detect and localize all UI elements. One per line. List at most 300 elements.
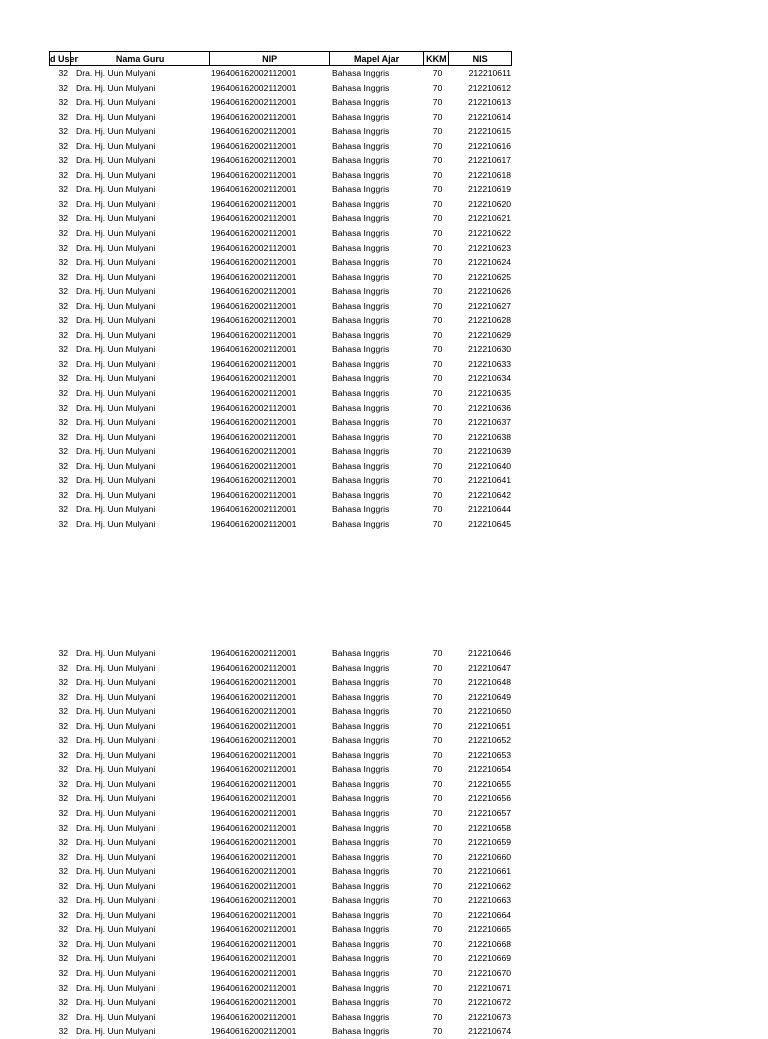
cell-kkm[interactable]: 70 [432,837,443,848]
cell-nip[interactable]: 196406162002112001 [211,271,297,282]
cell-nis[interactable]: 212210623 [467,242,511,253]
cell-nip[interactable]: 196406162002112001 [211,720,297,731]
cell-mapel-ajar[interactable]: Bahasa Inggris [332,417,390,428]
cell-mapel-ajar[interactable]: Bahasa Inggris [332,968,390,979]
cell-id-user[interactable]: 32 [58,489,68,500]
cell-mapel-ajar[interactable]: Bahasa Inggris [332,1011,390,1022]
cell-kkm[interactable]: 70 [432,82,443,93]
table-row[interactable] [49,241,512,256]
cell-nis[interactable]: 212210644 [467,504,511,515]
table-row[interactable] [49,284,512,299]
cell-id-user[interactable]: 32 [58,691,68,702]
cell-nama-guru[interactable]: Dra. Hj. Uun Mulyani [76,257,156,268]
cell-id-user[interactable]: 32 [58,169,68,180]
cell-mapel-ajar[interactable]: Bahasa Inggris [332,140,390,151]
cell-nama-guru[interactable]: Dra. Hj. Uun Mulyani [76,764,156,775]
cell-nama-guru[interactable]: Dra. Hj. Uun Mulyani [76,460,156,471]
cell-kkm[interactable]: 70 [432,155,443,166]
cell-nip[interactable]: 196406162002112001 [211,691,297,702]
cell-mapel-ajar[interactable]: Bahasa Inggris [332,228,390,239]
table-row[interactable] [49,182,512,197]
cell-mapel-ajar[interactable]: Bahasa Inggris [332,460,390,471]
cell-nama-guru[interactable]: Dra. Hj. Uun Mulyani [76,184,156,195]
table-row[interactable] [49,646,512,661]
table-row[interactable] [49,981,512,996]
table-row[interactable] [49,401,512,416]
cell-nip[interactable]: 196406162002112001 [211,648,297,658]
cell-nis[interactable]: 212210619 [467,184,511,195]
cell-nip[interactable]: 196406162002112001 [211,953,297,964]
cell-kkm[interactable]: 70 [432,358,443,369]
cell-nis[interactable]: 212210638 [467,431,511,442]
cell-id-user[interactable]: 32 [58,300,68,311]
cell-id-user[interactable]: 32 [58,68,68,78]
cell-id-user[interactable]: 32 [58,793,68,804]
cell-kkm[interactable]: 70 [432,895,443,906]
cell-nis[interactable]: 212210637 [467,417,511,428]
cell-kkm[interactable]: 70 [432,677,443,688]
cell-nama-guru[interactable]: Dra. Hj. Uun Mulyani [76,242,156,253]
table-row[interactable] [49,415,512,430]
cell-nama-guru[interactable]: Dra. Hj. Uun Mulyani [76,475,156,486]
cell-kkm[interactable]: 70 [432,126,443,137]
table-row[interactable] [49,270,512,285]
cell-nip[interactable]: 196406162002112001 [211,257,297,268]
cell-nama-guru[interactable]: Dra. Hj. Uun Mulyani [76,938,156,949]
cell-mapel-ajar[interactable]: Bahasa Inggris [332,837,390,848]
table-row[interactable] [49,951,512,966]
cell-nip[interactable]: 196406162002112001 [211,329,297,340]
cell-nama-guru[interactable]: Dra. Hj. Uun Mulyani [76,140,156,151]
cell-mapel-ajar[interactable]: Bahasa Inggris [332,924,390,935]
cell-kkm[interactable]: 70 [432,1026,443,1037]
cell-mapel-ajar[interactable]: Bahasa Inggris [332,271,390,282]
cell-nis[interactable]: 212210646 [467,648,511,658]
cell-nip[interactable]: 196406162002112001 [211,749,297,760]
cell-nip[interactable]: 196406162002112001 [211,1026,297,1037]
cell-nip[interactable]: 196406162002112001 [211,489,297,500]
cell-nama-guru[interactable]: Dra. Hj. Uun Mulyani [76,388,156,399]
table-row[interactable] [49,864,512,879]
cell-id-user[interactable]: 32 [58,938,68,949]
cell-nip[interactable]: 196406162002112001 [211,111,297,122]
cell-kkm[interactable]: 70 [432,968,443,979]
cell-mapel-ajar[interactable]: Bahasa Inggris [332,662,390,673]
cell-nip[interactable]: 196406162002112001 [211,286,297,297]
cell-nama-guru[interactable]: Dra. Hj. Uun Mulyani [76,169,156,180]
cell-nis[interactable]: 212210612 [467,82,511,93]
cell-nama-guru[interactable]: Dra. Hj. Uun Mulyani [76,851,156,862]
cell-kkm[interactable]: 70 [432,271,443,282]
cell-id-user[interactable]: 32 [58,968,68,979]
cell-mapel-ajar[interactable]: Bahasa Inggris [332,358,390,369]
header-nip[interactable]: NIP [210,52,329,65]
cell-nama-guru[interactable]: Dra. Hj. Uun Mulyani [76,648,156,658]
cell-nis[interactable]: 212210655 [467,778,511,789]
cell-nip[interactable]: 196406162002112001 [211,431,297,442]
cell-mapel-ajar[interactable]: Bahasa Inggris [332,851,390,862]
cell-kkm[interactable]: 70 [432,257,443,268]
cell-id-user[interactable]: 32 [58,344,68,355]
cell-nama-guru[interactable]: Dra. Hj. Uun Mulyani [76,271,156,282]
cell-nis[interactable]: 212210656 [467,793,511,804]
header-nama-guru[interactable]: Nama Guru [71,52,210,65]
table-row[interactable] [49,1024,512,1039]
table-row[interactable] [49,110,512,125]
cell-nip[interactable]: 196406162002112001 [211,198,297,209]
cell-nama-guru[interactable]: Dra. Hj. Uun Mulyani [76,909,156,920]
cell-nip[interactable]: 196406162002112001 [211,793,297,804]
cell-nis[interactable]: 212210647 [467,662,511,673]
cell-id-user[interactable]: 32 [58,315,68,326]
cell-nama-guru[interactable]: Dra. Hj. Uun Mulyani [76,155,156,166]
cell-mapel-ajar[interactable]: Bahasa Inggris [332,822,390,833]
cell-nip[interactable]: 196406162002112001 [211,475,297,486]
cell-nip[interactable]: 196406162002112001 [211,402,297,413]
cell-nis[interactable]: 212210660 [467,851,511,862]
cell-nama-guru[interactable]: Dra. Hj. Uun Mulyani [76,446,156,457]
cell-nama-guru[interactable]: Dra. Hj. Uun Mulyani [76,793,156,804]
cell-nis[interactable]: 212210621 [467,213,511,224]
cell-nip[interactable]: 196406162002112001 [211,446,297,457]
cell-nama-guru[interactable]: Dra. Hj. Uun Mulyani [76,373,156,384]
cell-id-user[interactable]: 32 [58,504,68,515]
cell-nip[interactable]: 196406162002112001 [211,938,297,949]
cell-kkm[interactable]: 70 [432,749,443,760]
table-row[interactable] [49,1010,512,1025]
cell-mapel-ajar[interactable]: Bahasa Inggris [332,155,390,166]
cell-mapel-ajar[interactable]: Bahasa Inggris [332,184,390,195]
table-row[interactable] [49,313,512,328]
cell-kkm[interactable]: 70 [432,735,443,746]
cell-id-user[interactable]: 32 [58,97,68,108]
table-row[interactable] [49,95,512,110]
cell-mapel-ajar[interactable]: Bahasa Inggris [332,764,390,775]
cell-kkm[interactable]: 70 [432,373,443,384]
cell-id-user[interactable]: 32 [58,518,68,529]
table-row[interactable] [49,733,512,748]
cell-nama-guru[interactable]: Dra. Hj. Uun Mulyani [76,431,156,442]
table-row[interactable] [49,299,512,314]
cell-id-user[interactable]: 32 [58,924,68,935]
cell-nama-guru[interactable]: Dra. Hj. Uun Mulyani [76,344,156,355]
cell-nip[interactable]: 196406162002112001 [211,706,297,717]
cell-nis[interactable]: 212210651 [467,720,511,731]
cell-nis[interactable]: 212210665 [467,924,511,935]
cell-nis[interactable]: 212210626 [467,286,511,297]
cell-mapel-ajar[interactable]: Bahasa Inggris [332,953,390,964]
cell-nip[interactable]: 196406162002112001 [211,808,297,819]
cell-mapel-ajar[interactable]: Bahasa Inggris [332,880,390,891]
cell-mapel-ajar[interactable]: Bahasa Inggris [332,706,390,717]
cell-id-user[interactable]: 32 [58,213,68,224]
cell-id-user[interactable]: 32 [58,662,68,673]
cell-nama-guru[interactable]: Dra. Hj. Uun Mulyani [76,329,156,340]
table-row[interactable] [49,661,512,676]
header-kkm[interactable]: KKM [424,52,449,65]
cell-kkm[interactable]: 70 [432,504,443,515]
header-id-user[interactable]: d User [50,54,79,64]
cell-nis[interactable]: 212210618 [467,169,511,180]
cell-kkm[interactable]: 70 [432,97,443,108]
cell-id-user[interactable]: 32 [58,111,68,122]
cell-id-user[interactable]: 32 [58,909,68,920]
cell-nis[interactable]: 212210622 [467,228,511,239]
cell-id-user[interactable]: 32 [58,837,68,848]
cell-kkm[interactable]: 70 [432,213,443,224]
cell-mapel-ajar[interactable]: Bahasa Inggris [332,242,390,253]
cell-id-user[interactable]: 32 [58,373,68,384]
cell-kkm[interactable]: 70 [432,184,443,195]
cell-kkm[interactable]: 70 [432,140,443,151]
cell-mapel-ajar[interactable]: Bahasa Inggris [332,749,390,760]
cell-nis[interactable]: 212210664 [467,909,511,920]
table-row[interactable] [49,762,512,777]
cell-nama-guru[interactable]: Dra. Hj. Uun Mulyani [76,808,156,819]
cell-kkm[interactable]: 70 [432,982,443,993]
cell-nis[interactable]: 212210613 [467,97,511,108]
cell-kkm[interactable]: 70 [432,402,443,413]
cell-kkm[interactable]: 70 [432,315,443,326]
table-row[interactable] [49,139,512,154]
cell-nis[interactable]: 212210620 [467,198,511,209]
cell-nip[interactable]: 196406162002112001 [211,895,297,906]
cell-mapel-ajar[interactable]: Bahasa Inggris [332,329,390,340]
cell-nama-guru[interactable]: Dra. Hj. Uun Mulyani [76,213,156,224]
cell-nis[interactable]: 212210648 [467,677,511,688]
cell-id-user[interactable]: 32 [58,198,68,209]
cell-nis[interactable]: 212210617 [467,155,511,166]
cell-kkm[interactable]: 70 [432,228,443,239]
table-row[interactable] [49,850,512,865]
cell-mapel-ajar[interactable]: Bahasa Inggris [332,1026,390,1037]
cell-nip[interactable]: 196406162002112001 [211,97,297,108]
cell-kkm[interactable]: 70 [432,880,443,891]
cell-nama-guru[interactable]: Dra. Hj. Uun Mulyani [76,677,156,688]
table-row[interactable] [49,966,512,981]
cell-mapel-ajar[interactable]: Bahasa Inggris [332,475,390,486]
cell-nama-guru[interactable]: Dra. Hj. Uun Mulyani [76,97,156,108]
cell-nama-guru[interactable]: Dra. Hj. Uun Mulyani [76,982,156,993]
header-nis[interactable]: NIS [472,54,488,64]
cell-mapel-ajar[interactable]: Bahasa Inggris [332,286,390,297]
cell-nip[interactable]: 196406162002112001 [211,300,297,311]
cell-nip[interactable]: 196406162002112001 [211,344,297,355]
cell-nip[interactable]: 196406162002112001 [211,909,297,920]
cell-id-user[interactable]: 32 [58,880,68,891]
cell-nis[interactable]: 212210616 [467,140,511,151]
cell-mapel-ajar[interactable]: Bahasa Inggris [332,126,390,137]
table-row[interactable] [49,444,512,459]
cell-mapel-ajar[interactable]: Bahasa Inggris [332,169,390,180]
cell-mapel-ajar[interactable]: Bahasa Inggris [332,691,390,702]
cell-kkm[interactable]: 70 [432,518,443,529]
cell-nis[interactable]: 212210668 [467,938,511,949]
cell-id-user[interactable]: 32 [58,184,68,195]
cell-kkm[interactable]: 70 [432,388,443,399]
cell-nis[interactable]: 212210652 [467,735,511,746]
cell-id-user[interactable]: 32 [58,706,68,717]
cell-nip[interactable]: 196406162002112001 [211,155,297,166]
cell-nip[interactable]: 196406162002112001 [211,242,297,253]
cell-nis[interactable]: 212210657 [467,808,511,819]
cell-id-user[interactable]: 32 [58,475,68,486]
table-row[interactable] [49,255,512,270]
cell-nama-guru[interactable]: Dra. Hj. Uun Mulyani [76,778,156,789]
cell-nip[interactable]: 196406162002112001 [211,880,297,891]
cell-mapel-ajar[interactable]: Bahasa Inggris [332,866,390,877]
cell-nis[interactable]: 212210658 [467,822,511,833]
cell-id-user[interactable]: 32 [58,271,68,282]
cell-kkm[interactable]: 70 [432,111,443,122]
cell-nip[interactable]: 196406162002112001 [211,373,297,384]
cell-kkm[interactable]: 70 [432,169,443,180]
table-row[interactable] [49,821,512,836]
cell-nama-guru[interactable]: Dra. Hj. Uun Mulyani [76,300,156,311]
cell-mapel-ajar[interactable]: Bahasa Inggris [332,198,390,209]
table-row[interactable] [49,908,512,923]
cell-mapel-ajar[interactable]: Bahasa Inggris [332,518,390,529]
cell-nama-guru[interactable]: Dra. Hj. Uun Mulyani [76,198,156,209]
cell-nis[interactable]: 212210650 [467,706,511,717]
cell-nip[interactable]: 196406162002112001 [211,460,297,471]
cell-nama-guru[interactable]: Dra. Hj. Uun Mulyani [76,866,156,877]
cell-nis[interactable]: 212210633 [467,358,511,369]
table-row[interactable] [49,328,512,343]
cell-nama-guru[interactable]: Dra. Hj. Uun Mulyani [76,837,156,848]
cell-id-user[interactable]: 32 [58,997,68,1008]
cell-nip[interactable]: 196406162002112001 [211,504,297,515]
cell-nis[interactable]: 212210615 [467,126,511,137]
cell-mapel-ajar[interactable]: Bahasa Inggris [332,344,390,355]
table-row[interactable] [49,690,512,705]
table-row[interactable] [49,791,512,806]
cell-nip[interactable]: 196406162002112001 [211,822,297,833]
cell-nip[interactable]: 196406162002112001 [211,140,297,151]
cell-nip[interactable]: 196406162002112001 [211,778,297,789]
cell-mapel-ajar[interactable]: Bahasa Inggris [332,982,390,993]
header-mapel-ajar[interactable]: Mapel Ajar [330,52,425,65]
cell-mapel-ajar[interactable]: Bahasa Inggris [332,648,390,658]
cell-nama-guru[interactable]: Dra. Hj. Uun Mulyani [76,315,156,326]
cell-id-user[interactable]: 32 [58,982,68,993]
cell-mapel-ajar[interactable]: Bahasa Inggris [332,489,390,500]
table-row[interactable] [49,168,512,183]
cell-kkm[interactable]: 70 [432,648,443,658]
table-row[interactable] [49,357,512,372]
cell-id-user[interactable]: 32 [58,228,68,239]
cell-nis[interactable]: 212210671 [467,982,511,993]
cell-nama-guru[interactable]: Dra. Hj. Uun Mulyani [76,111,156,122]
cell-mapel-ajar[interactable]: Bahasa Inggris [332,315,390,326]
cell-kkm[interactable]: 70 [432,286,443,297]
cell-nis[interactable]: 212210628 [467,315,511,326]
cell-nama-guru[interactable]: Dra. Hj. Uun Mulyani [76,82,156,93]
cell-nis[interactable]: 212210627 [467,300,511,311]
cell-nis[interactable]: 212210659 [467,837,511,848]
cell-nip[interactable]: 196406162002112001 [211,866,297,877]
cell-kkm[interactable]: 70 [432,460,443,471]
cell-nip[interactable]: 196406162002112001 [211,213,297,224]
cell-id-user[interactable]: 32 [58,82,68,93]
cell-id-user[interactable]: 32 [58,778,68,789]
table-row[interactable] [49,937,512,952]
cell-nama-guru[interactable]: Dra. Hj. Uun Mulyani [76,228,156,239]
cell-mapel-ajar[interactable]: Bahasa Inggris [332,446,390,457]
cell-id-user[interactable]: 32 [58,446,68,457]
cell-id-user[interactable]: 32 [58,895,68,906]
cell-nama-guru[interactable]: Dra. Hj. Uun Mulyani [76,358,156,369]
cell-kkm[interactable]: 70 [432,489,443,500]
cell-nip[interactable]: 196406162002112001 [211,837,297,848]
cell-nip[interactable]: 196406162002112001 [211,735,297,746]
cell-id-user[interactable]: 32 [58,140,68,151]
table-row[interactable] [49,371,512,386]
cell-mapel-ajar[interactable]: Bahasa Inggris [332,213,390,224]
cell-nis[interactable]: 212210630 [467,344,511,355]
cell-nip[interactable]: 196406162002112001 [211,228,297,239]
table-row[interactable] [49,226,512,241]
cell-kkm[interactable]: 70 [432,793,443,804]
table-row[interactable] [49,922,512,937]
cell-nis[interactable]: 212210663 [467,895,511,906]
cell-id-user[interactable]: 32 [58,402,68,413]
cell-mapel-ajar[interactable]: Bahasa Inggris [332,808,390,819]
cell-id-user[interactable]: 32 [58,735,68,746]
cell-nip[interactable]: 196406162002112001 [211,315,297,326]
cell-nip[interactable]: 196406162002112001 [211,997,297,1008]
cell-id-user[interactable]: 32 [58,388,68,399]
cell-nis[interactable]: 212210661 [467,866,511,877]
cell-kkm[interactable]: 70 [432,938,443,949]
cell-nip[interactable]: 196406162002112001 [211,924,297,935]
cell-nis[interactable]: 212210654 [467,764,511,775]
cell-id-user[interactable]: 32 [58,866,68,877]
cell-id-user[interactable]: 32 [58,155,68,166]
cell-mapel-ajar[interactable]: Bahasa Inggris [332,97,390,108]
cell-kkm[interactable]: 70 [432,446,443,457]
cell-mapel-ajar[interactable]: Bahasa Inggris [332,257,390,268]
cell-kkm[interactable]: 70 [432,997,443,1008]
cell-nama-guru[interactable]: Dra. Hj. Uun Mulyani [76,968,156,979]
cell-nama-guru[interactable]: Dra. Hj. Uun Mulyani [76,1026,156,1037]
cell-nis[interactable]: 212210629 [467,329,511,340]
cell-nama-guru[interactable]: Dra. Hj. Uun Mulyani [76,895,156,906]
cell-kkm[interactable]: 70 [432,242,443,253]
cell-mapel-ajar[interactable]: Bahasa Inggris [332,895,390,906]
cell-nip[interactable]: 196406162002112001 [211,677,297,688]
cell-kkm[interactable]: 70 [432,778,443,789]
table-row[interactable] [49,517,512,532]
cell-nip[interactable]: 196406162002112001 [211,968,297,979]
table-row[interactable] [49,342,512,357]
cell-nip[interactable]: 196406162002112001 [211,417,297,428]
table-row[interactable] [49,430,512,445]
cell-kkm[interactable]: 70 [432,764,443,775]
cell-mapel-ajar[interactable]: Bahasa Inggris [332,778,390,789]
cell-nip[interactable]: 196406162002112001 [211,518,297,529]
cell-mapel-ajar[interactable]: Bahasa Inggris [332,504,390,515]
cell-nip[interactable]: 196406162002112001 [211,82,297,93]
cell-mapel-ajar[interactable]: Bahasa Inggris [332,388,390,399]
cell-mapel-ajar[interactable]: Bahasa Inggris [332,720,390,731]
cell-kkm[interactable]: 70 [432,344,443,355]
table-row[interactable] [49,66,512,81]
cell-kkm[interactable]: 70 [432,924,443,935]
cell-nama-guru[interactable]: Dra. Hj. Uun Mulyani [76,417,156,428]
table-row[interactable] [49,502,512,517]
cell-mapel-ajar[interactable]: Bahasa Inggris [332,431,390,442]
